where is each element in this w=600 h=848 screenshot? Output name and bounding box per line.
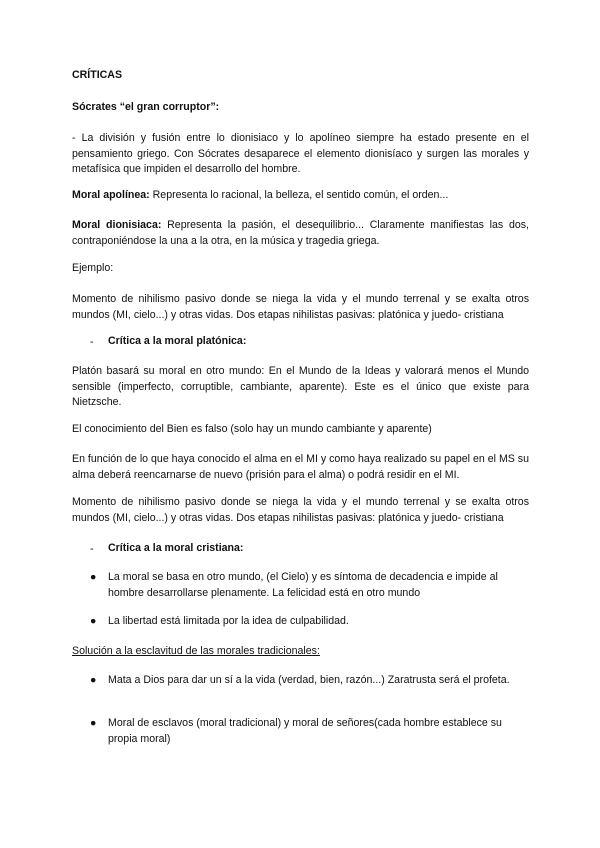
moral-apolinea-text: Representa lo racional, la belleza, el sentido común, el orden... — [149, 189, 449, 201]
bullet-icon: ● — [90, 571, 97, 583]
critica-cristiana-heading: Crítica a la moral cristiana: — [108, 542, 244, 554]
section-heading: CRÍTICAS — [72, 69, 123, 81]
moral-dionisiaca-text: Representa la pasión, el desequilibrio... Claramente manifiestas las dos, contraponiéndose la una a la otra, en la música y tragedia griega. — [72, 219, 529, 247]
paragraph-division-fusion: - La división y fusión entre lo dionisiaco y lo apolíneo siempre ha estado presente en el pensamiento griego. Con Sócrates desaparece el elemento dionisíaco y surgen las morales y metafísica que impiden el desarrollo del hombre. — [72, 132, 529, 175]
paragraph-alma: En función de lo que haya conocido el alma en el MI y como haya realizado su papel en el MS su alma deberá reencarnarse de nuevo (prisión para el alma) o podrá residir en el MI. — [72, 453, 529, 481]
paragraph-platon: Platón basará su moral en otro mundo: En el Mundo de la Ideas y valorará menos el Mundo sensible (imperfecto, corruptible, cambiante, aparente). Este es el único que existe para Nietzsche. — [72, 365, 529, 408]
list-item: La moral se basa en otro mundo, (el Cielo) y es síntoma de decadencia e impide al hombre desarrollarse plenamente. La felicidad está en otro mundo — [108, 571, 498, 599]
ejemplo-label: Ejemplo: — [72, 262, 114, 274]
paragraph-nihilismo-1: Momento de nihilismo pasivo donde se niega la vida y el mundo terrenal y se exalta otros mundos (MI, cielo...) y otras vidas. Dos etapas nihilistas pasivas: platónica y juedo- cristiana — [72, 293, 529, 321]
bullet-icon: ● — [90, 674, 97, 686]
solucion-heading: Solución a la esclavitud de las morales tradicionales: — [72, 645, 320, 657]
paragraph-moral-apolinea — [72, 188, 529, 204]
paragraph-bien: El conocimiento del Bien es falso (solo hay un mundo cambiante y aparente) — [72, 423, 432, 435]
bullet-icon: ● — [90, 615, 97, 627]
list-item: Mata a Dios para dar un sí a la vida (verdad, bien, razón...) Zaratrusta será el profeta. — [108, 674, 510, 686]
list-item: Moral de esclavos (moral tradicional) y moral de señores(cada hombre establece su propia moral) — [108, 717, 502, 745]
moral-dionisiaca-label: Moral dionisiaca: — [72, 219, 162, 231]
paragraph-moral-dionisiaca — [72, 218, 529, 249]
dash-marker: - — [90, 336, 94, 348]
dash-marker: - — [90, 543, 94, 555]
paragraph-nihilismo-2: Momento de nihilismo pasivo donde se niega la vida y el mundo terrenal y se exalta otros mundos (MI, cielo...) y otras vidas. Dos etapas nihilistas pasivas: platónica y juedo- cristiana — [72, 496, 529, 524]
bullet-icon: ● — [90, 717, 97, 729]
moral-apolinea-label: Moral apolínea: — [72, 189, 150, 201]
list-item: La libertad está limitada por la idea de culpabilidad. — [108, 615, 349, 627]
socrates-title: Sócrates “el gran corruptor”: — [72, 101, 220, 113]
critica-platonica-heading: Crítica a la moral platónica: — [108, 335, 247, 347]
